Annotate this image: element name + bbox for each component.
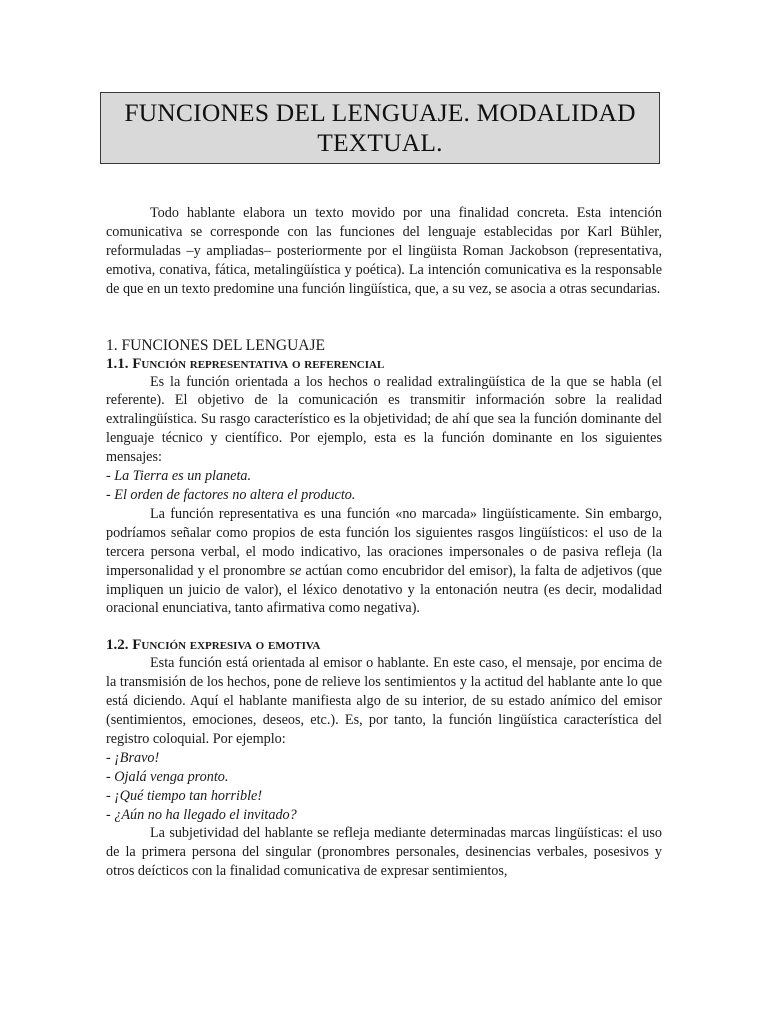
- example-text: El orden de factores no altera el producto.: [114, 486, 356, 503]
- pronoun-se: se: [289, 562, 302, 579]
- example-dash: -: [106, 768, 115, 785]
- intro-paragraph: Todo hablante elabora un texto movido por una finalidad concreta. Esta intención comunicativa se corresponde con las funciones del lenguaje establecidas por Karl Bühler, reformuladas –y ampliadas– posteriormente por el lingüista Roman Jackobson (representativa, emotiva, conativa, fática, metalingüística y poética). La intención comunicativa es la responsable de que en un texto predomine una función lingüística, que, a su vez, se asocia a otras secundarias.: [106, 205, 662, 297]
- paragraph-representativa: Es la función orientada a los hechos o realidad extralingüística de la que se habla (el referente). El objetivo de la comunicación es transmitir información sobre la realidad extralingüística. Su rasgo característico es la objetividad; de ahí que sea la función dominante del lenguaje técnico y científico. Por ejemplo, esta es la función dominante en los siguientes mensajes:: [106, 373, 662, 466]
- example-item: [106, 749, 662, 768]
- example-text: La Tierra es un planeta.: [114, 468, 252, 485]
- paragraph-expresiva: Esta función está orientada al emisor o hablante. En este caso, el mensaje, por encima de la transmisión de los hechos, pone de relieve los sentimientos y la actitud del hablante ante lo que está diciendo. Aquí el hablante manifiesta algo de su interior, de su estado anímico del emisor (sentimientos, emociones, deseos, etc.). Es, por tanto, la función lingüística característica del registro coloquial. Por ejemplo:: [106, 655, 662, 747]
- example-dash: -: [106, 787, 115, 804]
- example-dash: -: [106, 468, 115, 485]
- example-text: ¡Qué tiempo tan horrible!: [114, 787, 263, 804]
- example-dash: -: [106, 806, 115, 823]
- subsection-title-1: 1.1. Función representativa o referencial: [106, 355, 385, 372]
- paragraph-rasgos-part-b: actúan como encubridor del emisor), la falta de adjetivos (que impliquen un juicio de valor), el léxico denotativo y la entonación neutra (es decir, modalidad oracional enunciativa, tanto afirmativa como negativa).: [106, 562, 662, 617]
- example-item: [106, 768, 662, 787]
- example-item: [106, 486, 662, 505]
- section-title: 1. FUNCIONES DEL LENGUAJE: [106, 336, 325, 354]
- example-text: ¡Bravo!: [114, 749, 160, 766]
- paragraph-subjetividad: La subjetividad del hablante se refleja mediante determinadas marcas lingüísticas: el uso de la primera persona del singular (pronombres personales, desinencias verbales, posesivos y otros deícticos con la finalidad comunicativa de expresar sentimientos,: [106, 825, 662, 880]
- spacer: [106, 618, 662, 636]
- example-item: [106, 806, 662, 825]
- paragraph-rasgos-part-a: La función representativa es una función «no marcada» lingüísticamente. Sin embargo, podríamos señalar como propios de esta función los siguientes rasgos lingüísticos: el uso de la tercera persona verbal, el modo indicativo, las oraciones impersonales o de pasiva refleja (la impersonalidad y el pronombre: [106, 505, 662, 579]
- example-text: Ojalá venga pronto.: [114, 768, 229, 785]
- paragraph-rasgos: [106, 505, 662, 618]
- example-item: [106, 787, 662, 806]
- subsection-title-2: 1.2. Función expresiva o emotiva: [106, 637, 321, 654]
- example-dash: -: [106, 749, 115, 766]
- title-box: [100, 92, 660, 164]
- title-line-2: TEXTUAL.: [317, 128, 443, 157]
- example-text: ¿Aún no ha llegado el invitado?: [114, 806, 297, 823]
- example-dash: -: [106, 486, 115, 503]
- title-line-1: FUNCIONES DEL LENGUAJE. MODALIDAD: [124, 98, 636, 127]
- document-body: [106, 204, 662, 881]
- example-item: [106, 467, 662, 486]
